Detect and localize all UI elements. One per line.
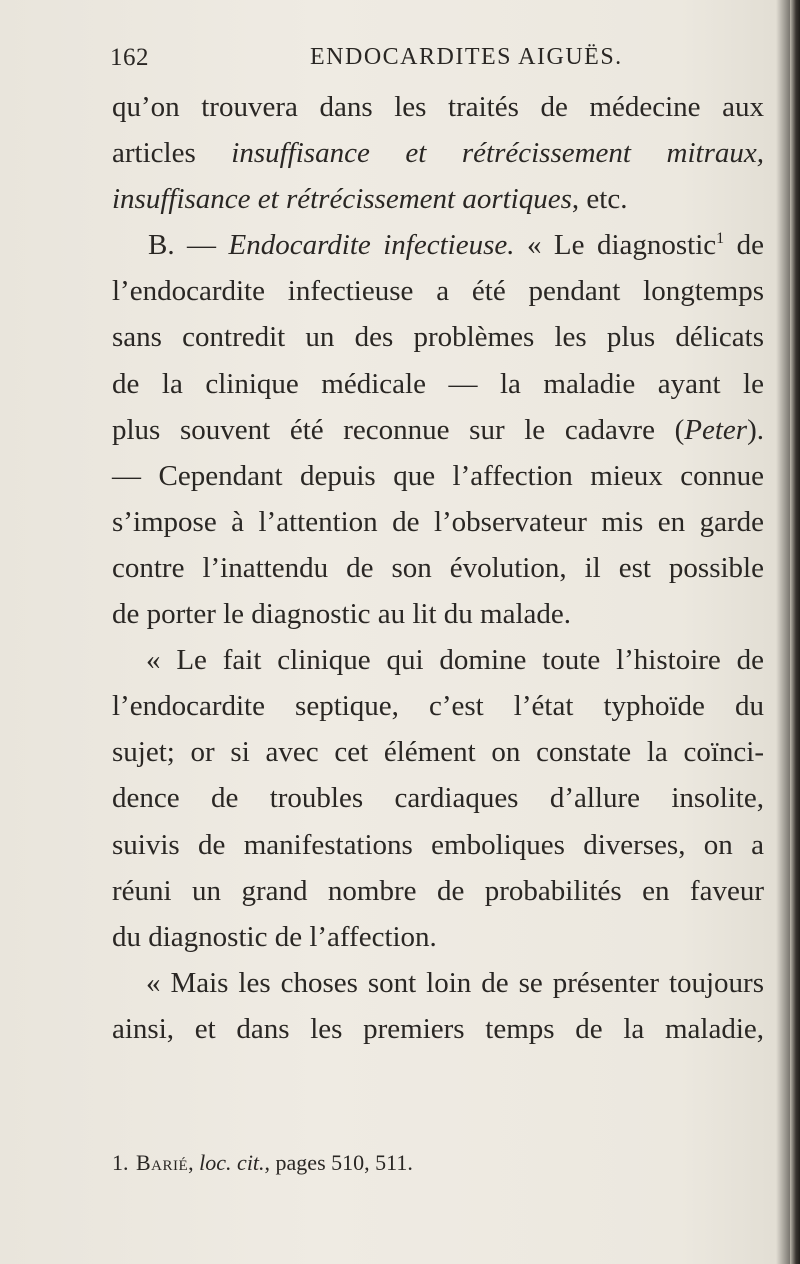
text-line: s’impose à l’attention de l’observateur mis en garde <box>112 505 764 538</box>
text-line <box>112 407 764 453</box>
text-line <box>112 222 764 268</box>
text-line <box>112 130 764 176</box>
text-line <box>112 84 764 130</box>
text-line: de la clinique médicale — la maladie ayant le <box>112 367 764 400</box>
italic-term: insuffisance et rétrécissement aortiques <box>112 183 572 216</box>
text-line: contre l’inattendu de son évolution, il est possible <box>112 551 764 584</box>
text-segment: plus souvent été reconnue sur le cadavre ( <box>112 413 685 446</box>
footnote-pages: , pages 510, 511. <box>264 1150 413 1175</box>
footnote-marker: 1. <box>112 1150 129 1175</box>
text-line: dence de troubles cardiaques d’allure insolite, <box>112 782 764 815</box>
text-line: « Mais les choses sont loin de se présenter toujours <box>146 966 764 999</box>
text-segment: « Le diagnostic <box>514 229 717 262</box>
text-line: suivis de manifestations emboliques diverses, on a <box>112 828 764 861</box>
text-segment: qu’on trouvera dans les traités de médecine aux <box>112 91 764 123</box>
running-title: ENDOCARDITES AIGUËS. <box>310 44 623 70</box>
page-number: 162 <box>110 44 149 71</box>
text-line: du diagnostic de l’affection. <box>112 920 437 953</box>
text-line: « Le fait clinique qui domine toute l’histoire de <box>146 644 764 677</box>
text-segment: ). <box>747 413 764 446</box>
page-header <box>110 44 760 84</box>
footnote-author: Barié <box>136 1150 189 1175</box>
footnote <box>112 1150 413 1176</box>
text-line: sans contredit un des problèmes les plus délicats <box>112 321 764 354</box>
body-text <box>112 84 764 1052</box>
section-heading: Endocardite infectieuse. <box>228 229 515 262</box>
text-line: réuni un grand nombre de probabilités en faveur <box>112 874 764 907</box>
text-line: sujet; or si avec cet élément on constate la coïnci- <box>112 736 764 769</box>
section-letter: B. — <box>148 229 229 262</box>
text-line: ainsi, et dans les premiers temps de la maladie, <box>112 1012 764 1045</box>
italic-name: Peter <box>684 413 748 446</box>
footnote-reference-text: loc. cit. <box>199 1150 265 1175</box>
text-line: l’endocardite septique, c’est l’état typhoïde du <box>112 690 764 723</box>
text-segment: de <box>724 229 764 262</box>
text-line: l’endocardite infectieuse a été pendant longtemps <box>112 275 764 308</box>
text-segment: , etc. <box>571 183 628 216</box>
text-line: de porter le diagnostic au lit du malade. <box>112 598 572 631</box>
text-segment: articles <box>112 137 232 170</box>
text-line: — Cependant depuis que l’affection mieux connue <box>112 459 764 492</box>
italic-term: insuffisance et rétrécissement mitraux, <box>231 137 764 170</box>
footnote-separator: , <box>188 1150 200 1175</box>
footnote-reference: 1 <box>716 230 725 248</box>
text-line <box>112 176 764 222</box>
page-edge-shadow <box>790 0 800 1264</box>
